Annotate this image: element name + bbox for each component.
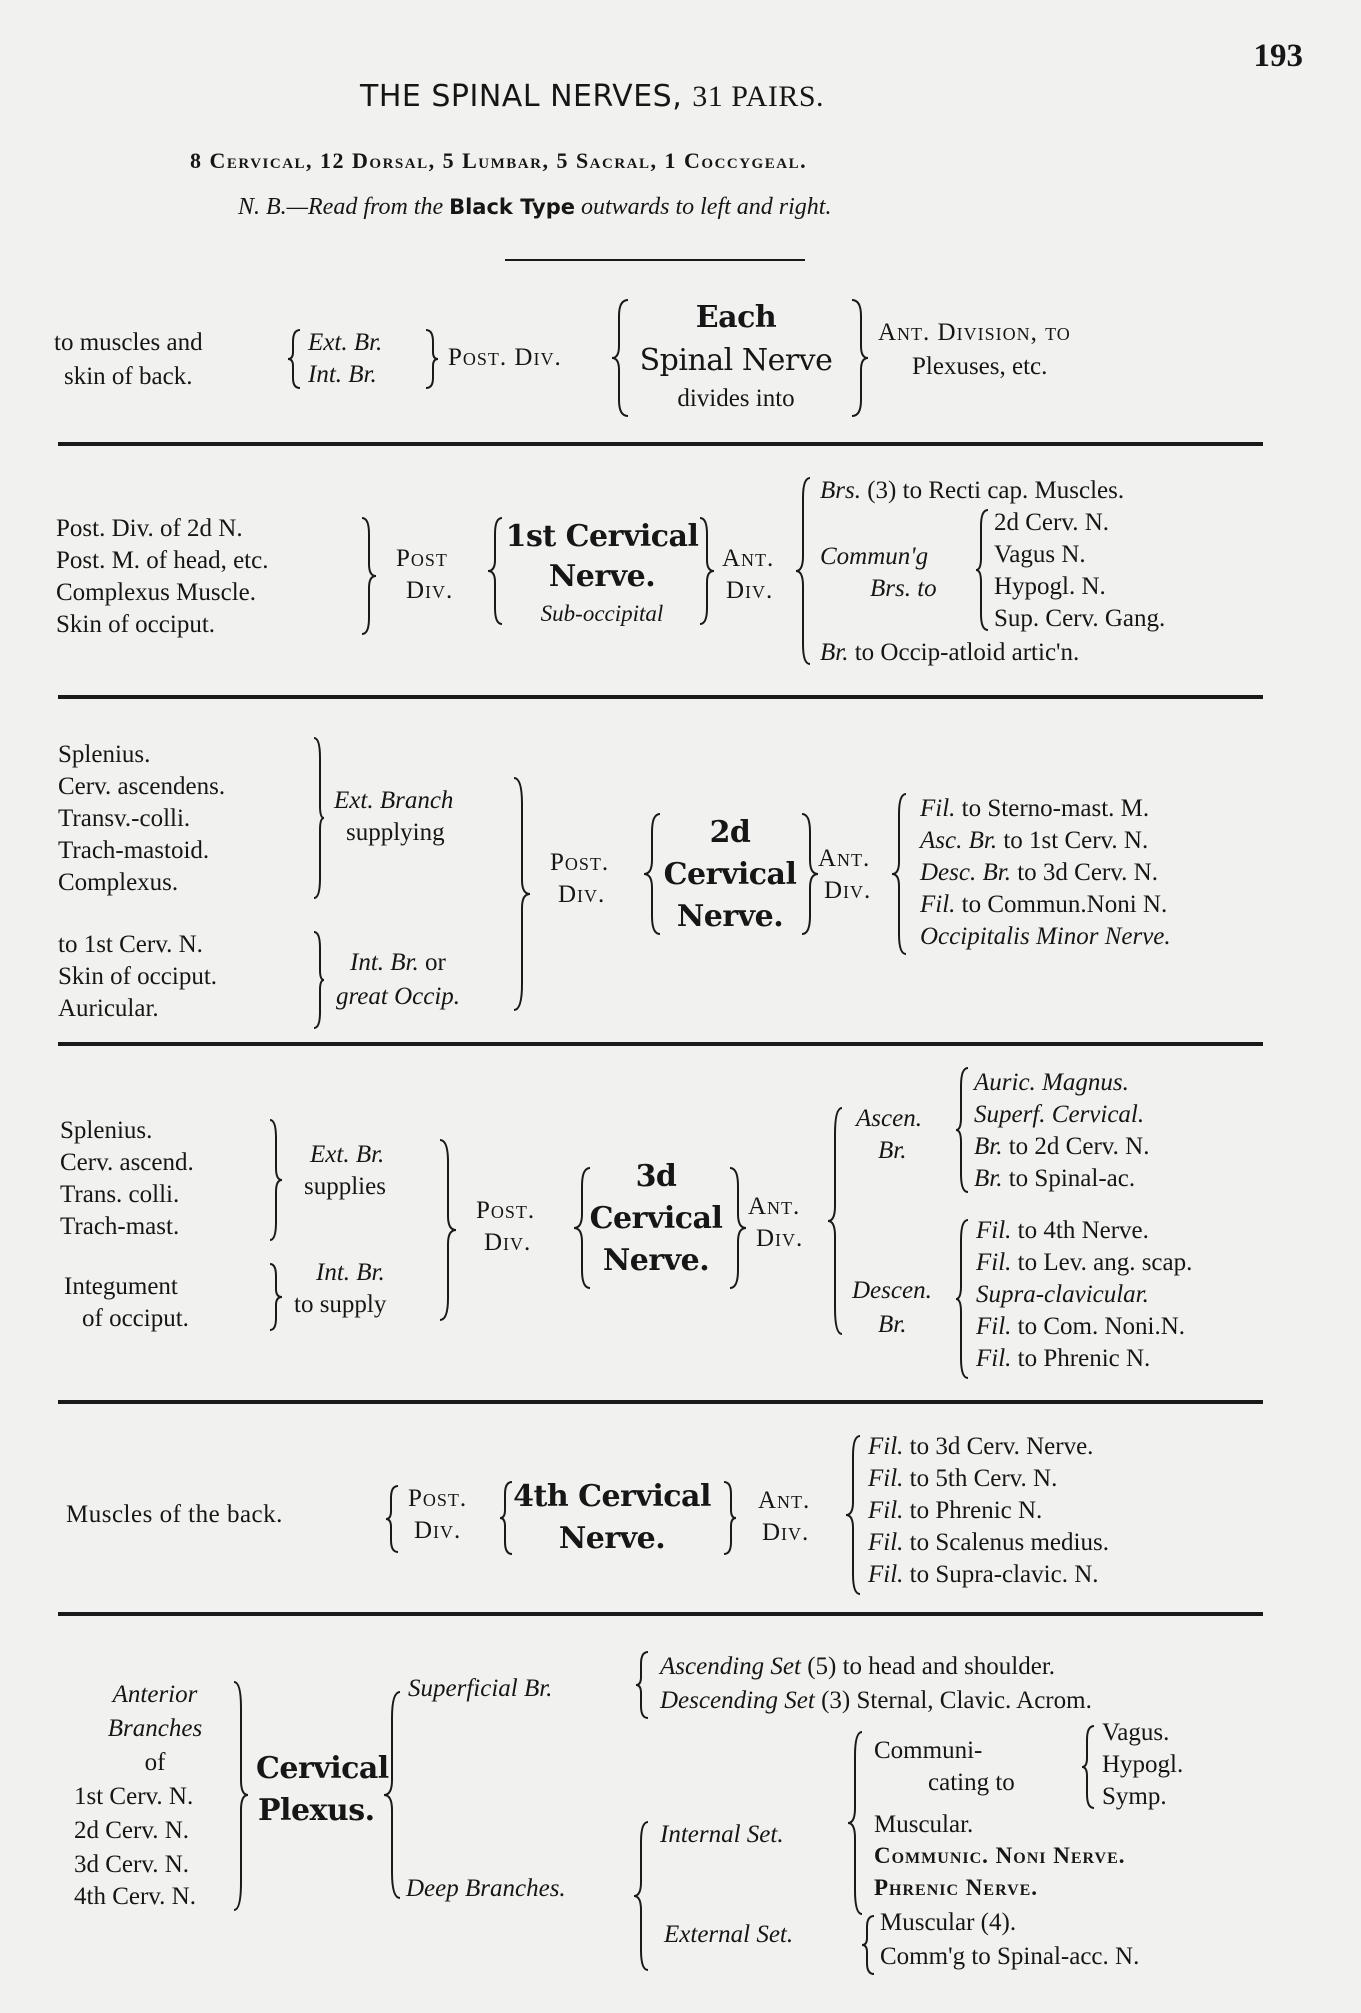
s3-ext-branch: Ext. Branch bbox=[334, 787, 454, 814]
s3-right-2-i: Asc. Br. bbox=[920, 827, 998, 854]
s2-ant-div: Div. bbox=[726, 577, 774, 604]
s4-brace-ext-left bbox=[268, 1118, 282, 1242]
s3-right-2-r: to 1st Cerv. N. bbox=[1003, 827, 1149, 854]
s3-ext-left-5: Complexus. bbox=[58, 869, 179, 896]
s4-descen-2-i: Fil. bbox=[976, 1249, 1012, 1276]
s4-descen-3-i: Supra-clavicular. bbox=[976, 1281, 1149, 1308]
s3-ant-div: Div. bbox=[824, 877, 872, 904]
s4-post: Post. bbox=[476, 1197, 536, 1224]
s6-left-1: 1st Cerv. N. bbox=[74, 1783, 194, 1810]
s1-left-2: skin of back. bbox=[64, 363, 193, 390]
s5-right-4-i: Fil. bbox=[868, 1529, 904, 1556]
s4-ext-br: Ext. Br. bbox=[310, 1141, 385, 1168]
s6-asc-line bbox=[660, 1654, 1055, 1679]
s3-supplying: supplying bbox=[346, 819, 445, 846]
s6-communi: Communi- bbox=[874, 1737, 983, 1764]
s4-ascen-br: Br. bbox=[878, 1137, 907, 1164]
s6-phrenic-nerve: Phrenic Nerve. bbox=[874, 1875, 1039, 1900]
s3-right-3-i: Desc. Br. bbox=[920, 859, 1011, 886]
s5-left: Muscles of the back. bbox=[66, 1501, 283, 1528]
s1-ext-br: Ext. Br. bbox=[308, 329, 383, 356]
s3-ext-left-4: Trach-mastoid. bbox=[58, 837, 210, 864]
s4-ascen-2 bbox=[974, 1102, 1144, 1127]
section-divider-3 bbox=[58, 1042, 1263, 1046]
s4-brace-post bbox=[438, 1138, 456, 1322]
s4-ext-left-1: Splenius. bbox=[60, 1117, 153, 1144]
s2-brace-left bbox=[360, 516, 376, 636]
s5-4th-cervical: 4th Cervical bbox=[513, 1479, 711, 1514]
s6-left-4: 4th Cerv. N. bbox=[74, 1883, 196, 1910]
note-rest: outwards to left and right. bbox=[581, 194, 832, 220]
s4-brace-center-right bbox=[728, 1166, 746, 1290]
s6-desc-r: (3) Sternal, Clavic. Acrom. bbox=[821, 1687, 1092, 1714]
s4-to-supply: to supply bbox=[294, 1291, 387, 1318]
s3-right-4-i: Fil. bbox=[920, 891, 956, 918]
note-nb: N. B.—Read from the bbox=[238, 194, 444, 220]
s6-superficial: Superficial Br. bbox=[408, 1675, 553, 1702]
s5-nerve: Nerve. bbox=[558, 1521, 666, 1556]
s1-brace-left bbox=[288, 328, 302, 390]
s2-left-3: Complexus Muscle. bbox=[56, 579, 256, 606]
s6-communic-noni: Communic. Noni Nerve. bbox=[874, 1843, 1126, 1868]
s5-div: Div. bbox=[414, 1517, 462, 1544]
s3-ext-left-1: Splenius. bbox=[58, 741, 151, 768]
s2-brs-rest: (3) to Recti cap. Muscles. bbox=[867, 477, 1125, 504]
s6-symp: Symp. bbox=[1102, 1783, 1167, 1810]
s2-brs: Brs. bbox=[820, 477, 861, 504]
s6-asc-i: Ascending Set bbox=[660, 1653, 801, 1680]
s2-br: Br. bbox=[820, 639, 849, 666]
s4-cervical: Cervical bbox=[589, 1201, 723, 1236]
s4-descen-2-r: to Lev. ang. scap. bbox=[1017, 1249, 1193, 1276]
s3-post: Post. bbox=[550, 849, 610, 876]
s4-descen-5-r: to Phrenic N. bbox=[1017, 1345, 1151, 1372]
s5-right-1-r: to 3d Cerv. Nerve. bbox=[909, 1433, 1094, 1460]
s2-brs-line bbox=[820, 478, 1124, 503]
s1-spinal-nerve: Spinal Nerve bbox=[639, 343, 833, 378]
s5-right-3-i: Fil. bbox=[868, 1497, 904, 1524]
s5-right-2-i: Fil. bbox=[868, 1465, 904, 1492]
s3-right-3 bbox=[920, 860, 1158, 885]
s2-post: Post bbox=[396, 545, 448, 572]
s4-int-br: Int. Br. bbox=[316, 1259, 385, 1286]
s5-right-1-i: Fil. bbox=[868, 1433, 904, 1460]
s6-desc-line bbox=[660, 1688, 1092, 1713]
s6-branches: Branches bbox=[107, 1715, 203, 1742]
s4-ant-div: Div. bbox=[756, 1225, 804, 1252]
s5-right-1 bbox=[868, 1434, 1093, 1459]
s5-right-5-r: to Supra-clavic. N. bbox=[909, 1561, 1099, 1588]
s1-brace-right bbox=[424, 328, 438, 390]
title-text: THE SPINAL NERVES, bbox=[360, 79, 683, 114]
s2-target-3: Hypogl. N. bbox=[994, 573, 1106, 600]
s4-ascen-3-i: Br. bbox=[974, 1133, 1003, 1160]
s2-1st-cervical: 1st Cervical bbox=[505, 519, 699, 554]
s3-brace-post bbox=[512, 776, 530, 1012]
s4-brace-right bbox=[828, 1106, 844, 1336]
s4-descen-5-i: Fil. bbox=[976, 1345, 1012, 1372]
s2-brace-right bbox=[796, 476, 812, 666]
s3-cervical: Cervical bbox=[663, 857, 797, 892]
s3-ant: Ant. bbox=[818, 845, 871, 872]
s2-target-1: 2d Cerv. N. bbox=[994, 509, 1110, 536]
s6-of: of bbox=[144, 1749, 166, 1776]
s4-descen-3 bbox=[976, 1282, 1149, 1307]
s3-right-1-i: Fil. bbox=[920, 795, 956, 822]
s6-hypogl: Hypogl. bbox=[1102, 1751, 1184, 1778]
s5-right-5 bbox=[868, 1562, 1099, 1587]
s4-descen-1 bbox=[976, 1218, 1149, 1243]
s4-ant: Ant. bbox=[748, 1193, 801, 1220]
s6-brace-main bbox=[384, 1690, 402, 1900]
s6-asc-r: (5) to head and shoulder. bbox=[807, 1653, 1056, 1680]
s2-left-2: Post. M. of head, etc. bbox=[56, 547, 269, 574]
s6-left-2: 2d Cerv. N. bbox=[74, 1817, 190, 1844]
s3-int-left-2: Skin of occiput. bbox=[58, 963, 218, 990]
s3-int-br-line bbox=[350, 950, 446, 975]
s6-external: External Set. bbox=[664, 1921, 794, 1948]
s4-descen-4-r: to Com. Noni.N. bbox=[1017, 1313, 1186, 1340]
s4-descen-4-i: Fil. bbox=[976, 1313, 1012, 1340]
s1-each: Each bbox=[695, 300, 777, 335]
page-title bbox=[360, 79, 825, 114]
s3-right-4 bbox=[920, 892, 1167, 917]
s5-ant-div: Div. bbox=[762, 1519, 810, 1546]
header-rule bbox=[505, 259, 805, 261]
s4-ascen-3 bbox=[974, 1134, 1149, 1159]
s6-plexus: Plexus. bbox=[258, 1793, 375, 1828]
s4-int-left-1: Integument bbox=[64, 1273, 178, 1300]
s2-left-1: Post. Div. of 2d N. bbox=[56, 515, 243, 542]
s3-brace-ext-left bbox=[312, 736, 324, 900]
s6-internal: Internal Set. bbox=[660, 1821, 784, 1848]
s6-brace-external bbox=[862, 1914, 876, 1976]
s2-target-2: Vagus N. bbox=[994, 541, 1086, 568]
s4-ascen-1-i: Auric. Magnus. bbox=[974, 1069, 1129, 1096]
s4-ascen-4-r: to Spinal-ac. bbox=[1008, 1165, 1136, 1192]
s3-int-left-3: Auricular. bbox=[58, 995, 159, 1022]
s5-post: Post. bbox=[408, 1485, 468, 1512]
s1-int-br: Int. Br. bbox=[308, 361, 377, 388]
title-count: 31 PAIRS. bbox=[692, 80, 825, 113]
s1-brace-center-left bbox=[612, 298, 630, 418]
s6-left-3: 3d Cerv. N. bbox=[74, 1851, 190, 1878]
s2-commun: Commun'g bbox=[820, 543, 929, 570]
s4-descen-5 bbox=[976, 1346, 1150, 1371]
s5-right-5-i: Fil. bbox=[868, 1561, 904, 1588]
note-black-type: Black Type bbox=[449, 195, 575, 219]
s2-nerve: Nerve. bbox=[548, 559, 656, 594]
section-divider-4 bbox=[58, 1400, 1263, 1404]
s3-right-2 bbox=[920, 828, 1148, 853]
s1-post-div: Post. Div. bbox=[448, 344, 562, 371]
section-divider-1 bbox=[58, 442, 1263, 446]
s5-brace-right bbox=[846, 1434, 862, 1596]
s5-brace-center-right bbox=[722, 1480, 736, 1556]
s2-ant: Ant. bbox=[722, 545, 775, 572]
page-number: 193 bbox=[1253, 38, 1303, 74]
s3-int-br: Int. Br. bbox=[350, 949, 419, 976]
s3-right-1 bbox=[920, 796, 1149, 821]
s6-deep: Deep Branches. bbox=[406, 1875, 566, 1902]
s6-cervical: Cervical bbox=[256, 1751, 389, 1786]
s3-right-5-i: Occipitalis Minor Nerve. bbox=[920, 923, 1171, 950]
s6-vagus: Vagus. bbox=[1102, 1719, 1170, 1746]
s5-right-4-r: to Scalenus medius. bbox=[909, 1529, 1109, 1556]
s2-target-4: Sup. Cerv. Gang. bbox=[994, 605, 1166, 632]
s1-plexuses: Plexuses, etc. bbox=[912, 353, 1048, 380]
s4-int-left-2: of occiput. bbox=[82, 1305, 189, 1332]
s1-ant-division: Ant. Division, to bbox=[878, 319, 1071, 346]
s3-2d: 2d bbox=[709, 815, 751, 850]
s4-ext-left-4: Trach-mast. bbox=[60, 1213, 180, 1240]
s4-descen-2 bbox=[976, 1250, 1192, 1275]
s2-brace-commun bbox=[976, 508, 990, 632]
s4-ascen-4 bbox=[974, 1166, 1135, 1191]
s6-cating-to: cating to bbox=[928, 1769, 1015, 1796]
s4-ext-left-3: Trans. colli. bbox=[60, 1181, 180, 1208]
s5-right-2-r: to 5th Cerv. N. bbox=[909, 1465, 1058, 1492]
s4-descen-1-i: Fil. bbox=[976, 1217, 1012, 1244]
s3-nerve: Nerve. bbox=[676, 899, 784, 934]
s1-brace-center-right bbox=[850, 298, 868, 418]
page-subtitle: 8 Cervical, 12 Dorsal, 5 Lumbar, 5 Sacral, 1 Coccygeal. bbox=[190, 148, 808, 173]
s6-brace-internal bbox=[848, 1730, 864, 1916]
s5-brace-left bbox=[386, 1484, 400, 1554]
s6-muscular: Muscular. bbox=[874, 1811, 974, 1838]
s6-brace-deep bbox=[634, 1820, 650, 1972]
s3-ext-left-3: Transv.-colli. bbox=[58, 805, 191, 832]
s3-brace-int-left bbox=[312, 930, 324, 1030]
s3-or: or bbox=[425, 949, 446, 976]
s4-ascen-2-i: Superf. Cervical. bbox=[974, 1101, 1145, 1128]
section-divider-2 bbox=[58, 695, 1263, 699]
s6-desc-i: Descending Set bbox=[660, 1687, 815, 1714]
s6-anterior: Anterior bbox=[112, 1681, 198, 1708]
s4-div: Div. bbox=[484, 1229, 532, 1256]
s4-brace-descen bbox=[956, 1218, 970, 1380]
s1-divides-into: divides into bbox=[677, 385, 795, 412]
s3-right-4-r: to Commun.Noni N. bbox=[961, 891, 1168, 918]
s3-ext-left-2: Cerv. ascendens. bbox=[58, 773, 226, 800]
s3-great-occip: great Occip. bbox=[336, 983, 461, 1010]
s2-left-4: Skin of occiput. bbox=[56, 611, 216, 638]
s6-ext-commg: Comm'g to Spinal-acc. N. bbox=[880, 1943, 1140, 1970]
s6-brace-superficial bbox=[636, 1650, 650, 1720]
section-divider-5 bbox=[58, 1612, 1263, 1616]
s3-brace-right bbox=[892, 792, 908, 956]
s3-right-1-r: to Sterno-mast. M. bbox=[961, 795, 1150, 822]
s3-int-left-1: to 1st Cerv. N. bbox=[58, 931, 203, 958]
s4-3d: 3d bbox=[635, 1159, 677, 1194]
s3-right-3-r: to 3d Cerv. N. bbox=[1017, 859, 1158, 886]
s4-descen: Descen. bbox=[852, 1277, 932, 1304]
s5-right-2 bbox=[868, 1466, 1057, 1491]
s6-brace-communi bbox=[1082, 1724, 1096, 1810]
s6-ext-muscular: Muscular (4). bbox=[880, 1909, 1017, 1936]
s4-ascen-3-r: to 2d Cerv. N. bbox=[1008, 1133, 1150, 1160]
s4-descen-br: Br. bbox=[878, 1311, 907, 1338]
s4-ascen-4-i: Br. bbox=[974, 1165, 1003, 1192]
s4-supplies: supplies bbox=[304, 1173, 386, 1200]
s4-ascen: Ascen. bbox=[856, 1105, 922, 1132]
s3-div: Div. bbox=[558, 881, 606, 908]
s4-ext-left-2: Cerv. ascend. bbox=[60, 1149, 194, 1176]
s4-ascen-1 bbox=[974, 1070, 1129, 1095]
s3-brace-center-right bbox=[800, 812, 818, 936]
s2-br-rest: to Occip-atloid artic'n. bbox=[854, 639, 1080, 666]
s4-brace-ascen bbox=[956, 1066, 970, 1194]
s5-right-3 bbox=[868, 1498, 1042, 1523]
s1-left-1: to muscles and bbox=[54, 329, 203, 356]
s4-descen-1-r: to 4th Nerve. bbox=[1017, 1217, 1149, 1244]
s5-right-3-r: to Phrenic N. bbox=[909, 1497, 1043, 1524]
s2-br-line bbox=[820, 640, 1079, 665]
reading-note bbox=[238, 195, 831, 219]
s4-nerve: Nerve. bbox=[602, 1243, 710, 1278]
s6-brace-left bbox=[232, 1680, 248, 1912]
s4-descen-4 bbox=[976, 1314, 1185, 1339]
s5-ant: Ant. bbox=[758, 1487, 811, 1514]
s4-brace-int-left bbox=[268, 1262, 282, 1332]
s2-brace-center-right bbox=[698, 516, 714, 626]
s5-right-4 bbox=[868, 1530, 1109, 1555]
s2-div: Div. bbox=[406, 577, 454, 604]
s2-brs-to: Brs. to bbox=[870, 575, 937, 602]
s2-sub-occipital: Sub-occipital bbox=[540, 601, 664, 626]
s3-right-5 bbox=[920, 924, 1171, 949]
